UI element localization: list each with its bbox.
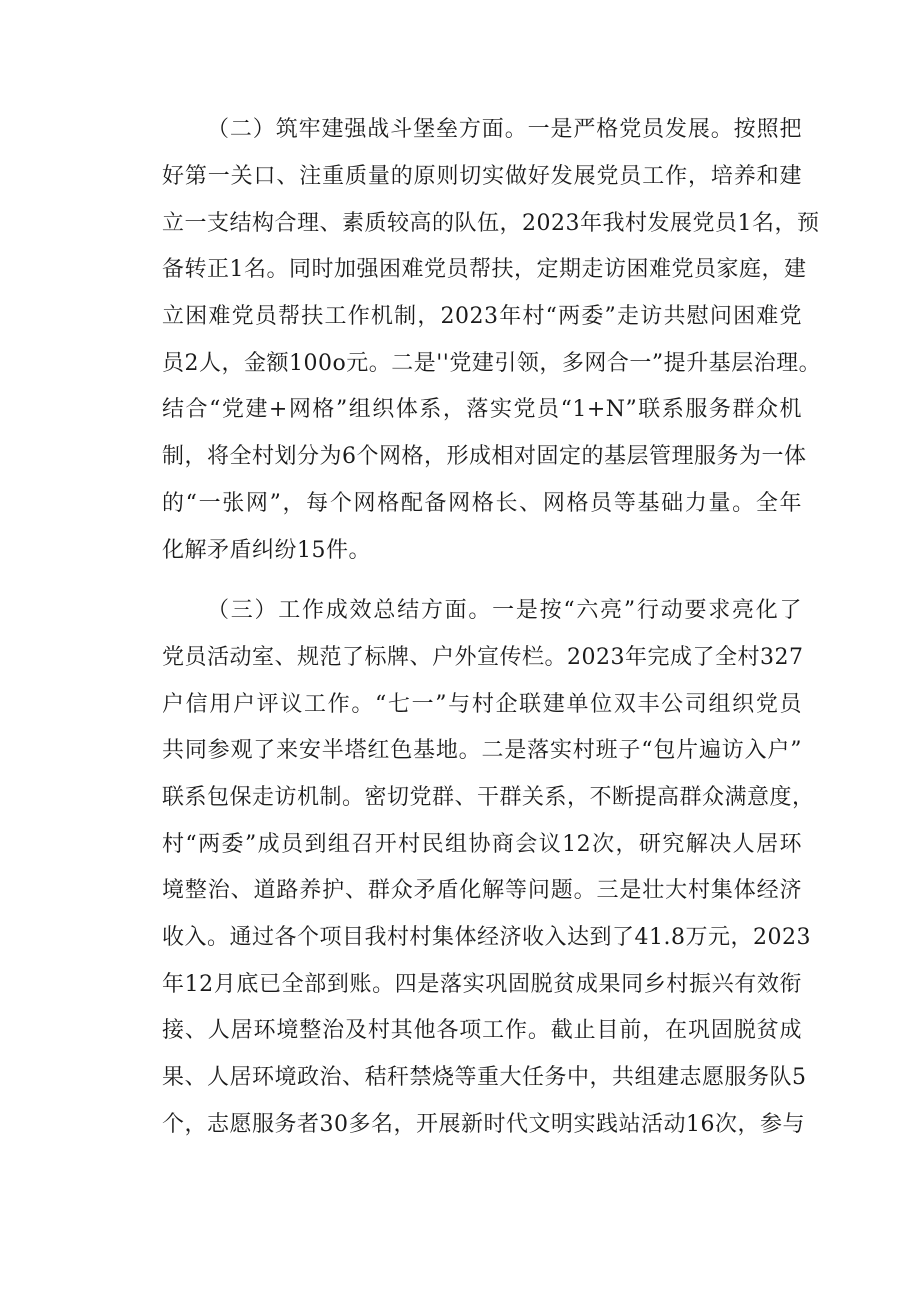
text-line: 立一支结构合理、素质较高的队伍，2023年我村发展党员1名，预 xyxy=(162,211,820,236)
text-line: 共同参观了来安半塔红色基地。二是落实村班子“包片遍访入户” xyxy=(162,738,802,763)
text-line: 个，志愿服务者30多名，开展新时代文明实践站活动16次，参与 xyxy=(162,1112,805,1137)
text-line: 联系包保走访机制。密切党群、干群关系，不断提高群众满意度， xyxy=(162,785,815,810)
text-line: 结合“党建+网格”组织体系，落实党员“1+N”联系服务群众机 xyxy=(162,397,802,422)
text-line: 境整治、道路养护、群众矛盾化解等问题。三是壮大村集体经济 xyxy=(162,878,802,903)
text-line: 接、人居环境整治及村其他各项工作。截止目前，在巩固脱贫成 xyxy=(162,1018,802,1043)
text-line: 好第一关口、注重质量的原则切实做好发展党员工作，培养和建 xyxy=(162,164,802,189)
text-line: 党员活动室、规范了标牌、户外宣传栏。2023年完成了全村327 xyxy=(162,645,804,670)
text-line: 年12月底已全部到账。四是落实巩固脱贫成果同乡村振兴有效衔 xyxy=(162,972,802,997)
text-line: （三）工作成效总结方面。一是按“六亮”行动要求亮化了 xyxy=(207,598,802,623)
text-line: 果、人居环境政治、秸秆禁烧等重大任务中，共组建志愿服务队5 xyxy=(162,1065,807,1090)
text-line: 备转正1名。同时加强困难党员帮扶，定期走访困难党员家庭，建 xyxy=(162,257,807,282)
text-line: 立困难党员帮扶工作机制，2023年村“两委”走访共慰问困难党 xyxy=(162,304,802,329)
text-line: （二）筑牢建强战斗堡垒方面。一是严格党员发展。按照把 xyxy=(207,117,802,142)
text-line: 户信用户评议工作。“七一”与村企联建单位双丰公司组织党员 xyxy=(162,692,802,717)
text-line: 村“两委”成员到组召开村民组协商会议12次，研究解决人居环 xyxy=(162,832,802,857)
text-line: 化解矛盾纠纷15件。 xyxy=(162,538,371,563)
text-line: 收入。通过各个项目我村村集体经济收入达到了41.8万元，2023 xyxy=(162,925,811,950)
text-line: 的“一张网”，每个网格配备网格长、网格员等基础力量。全年 xyxy=(162,491,802,516)
text-line: 制，将全村划分为6个网格，形成相对固定的基层管理服务为一体 xyxy=(162,444,807,469)
text-line: 员2人，金额100o元。二是''党建引领，多网合一”提升基层治理。 xyxy=(162,351,822,376)
